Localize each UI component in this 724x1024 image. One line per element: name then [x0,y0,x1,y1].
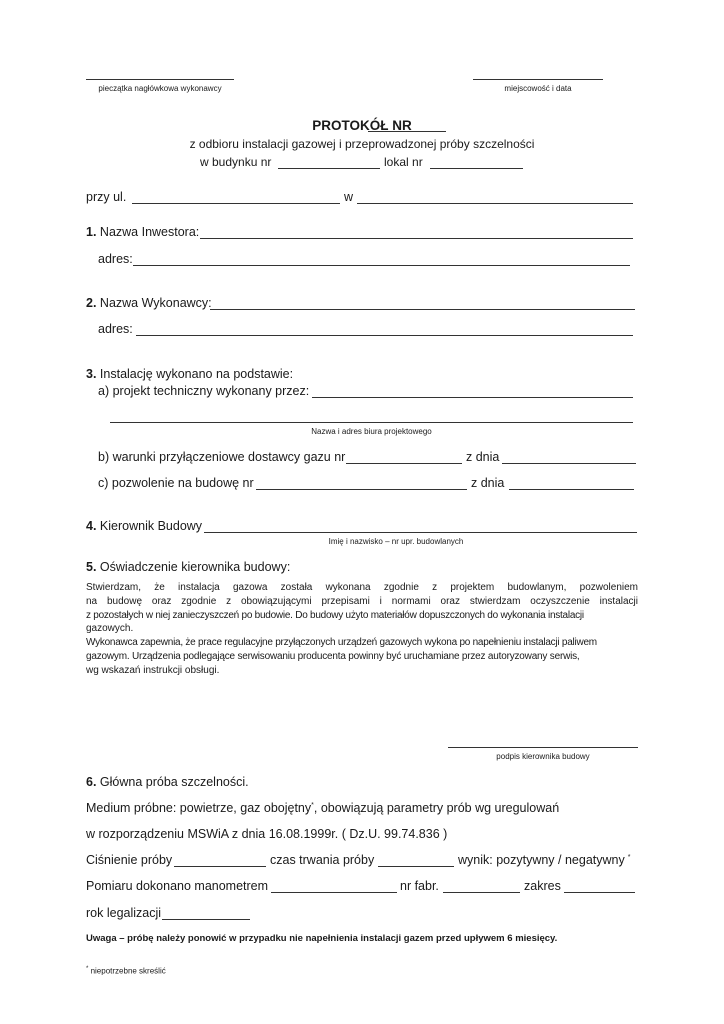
building-number-field[interactable] [278,168,380,169]
test-duration-label: czas trwania próby [270,853,375,867]
statement-line: na budowę oraz zgodnie z obowiązującymi przepisami i normami oraz stwierdzam oczyszczenie instalacji [86,595,638,607]
test-pressure-field[interactable] [174,866,266,867]
serial-number-label: nr fabr. [400,879,439,893]
test-pressure-label: Ciśnienie próby [86,853,173,867]
test-parameters-label: , obowiązują parametry prób wg uregulowań [313,801,560,815]
title-line1: z odbioru instalacji gazowej i przeprowadzonej próby szczelności [189,137,535,151]
legalization-field[interactable] [162,919,250,920]
test-result-label: wynik: pozytywny / negatywny [458,853,625,867]
serial-number-field[interactable] [443,892,520,893]
statement-line: Wykonawca zapewnia, że prace regulacyjne przyłączonych urządzeń gazowych wykona po napełnieniu instalacji paliwem [86,637,597,649]
manager-statement-label: Oświadczenie kierownika budowy: [99,560,291,574]
footnote-marker: * [86,966,89,972]
section2-heading [86,296,212,310]
statement-line: wg wskazań instrukcji obsługi. [86,664,220,676]
section3-number: 3. [86,367,97,381]
test-medium-label: Medium próbne: powietrze, gaz obojętny [86,801,312,815]
section5-number: 5. [86,560,97,574]
project-label: a) projekt techniczny wykonany przez: [98,384,310,398]
stamp-caption: pieczątka nagłówkowa wykonawcy [98,84,222,93]
legalization-label: rok legalizacji [86,906,162,920]
city-label: w [344,190,354,204]
warning-text: Uwaga – próbę należy ponowić w przypadku nie napełnienia instalacji gazem przed upływem 6 miesięcy. [86,933,558,944]
section4-number: 4. [86,519,97,533]
footnote-text: niepotrzebne skreślić [90,966,166,976]
connection-date-field[interactable] [502,463,636,464]
test-duration-field[interactable] [378,866,454,867]
investor-address-label: adres: [98,252,133,266]
footnote-marker: * [311,801,314,809]
stamp-line [86,79,234,80]
connection-date-label: z dnia [466,450,500,464]
contractor-label: Nazwa Wykonawcy: [99,296,212,310]
section1-number: 1. [86,225,97,239]
section6-number: 6. [86,775,97,789]
manager-signature-field[interactable] [448,747,638,748]
apartment-label: lokal nr [384,155,423,169]
project-office-field[interactable] [110,422,633,423]
section6-heading [86,775,249,789]
regulation-text: w rozporządzeniu MSWiA z dnia 16.08.1999r. ( Dz.U. 99.74.836 ) [86,827,448,841]
page-title: PROTOKÓŁ NR [312,118,412,133]
investor-name-field[interactable] [200,238,633,239]
place-date-caption: miejscowość i data [504,84,572,93]
connection-conditions-label: b) warunki przyłączeniowe dostawcy gazu nr [98,450,346,464]
site-manager-field[interactable] [204,532,637,533]
investor-label: Nazwa Inwestora: [99,225,200,239]
title-row [0,117,724,135]
site-manager-caption: Imię i nazwisko – nr upr. budowlanych [328,537,464,546]
statement-line: gazowym. Urządzenia podlegające serwisowaniu producenta powinny być uruchamiane przez autoryzowany serwis, [86,650,580,662]
street-label: przy ul. [86,190,127,204]
footnote [86,966,166,976]
statement-line: z pozostałych w niej zanieczyszczeń po budowie. Do budowy użyto materiałów dopuszczonych do wykonania instalacji [86,609,584,621]
manometer-field[interactable] [271,892,397,893]
section2-number: 2. [86,296,97,310]
range-field[interactable] [564,892,635,893]
manager-signature-caption: podpis kierownika budowy [496,752,590,761]
permit-date-field[interactable] [509,489,634,490]
range-label: zakres [524,879,561,893]
section5-heading [86,560,290,574]
protocol-number-field[interactable] [368,131,446,132]
project-field[interactable] [312,397,633,398]
investor-address-field[interactable] [133,265,630,266]
statement-line: gazowych. [86,623,134,635]
test-result-text [458,853,630,867]
site-manager-label: Kierownik Budowy [99,519,203,533]
permit-date-label: z dnia [471,476,505,490]
contractor-address-field[interactable] [136,335,633,336]
manometer-label: Pomiaru dokonano manometrem [86,879,269,893]
footnote-marker: * [627,853,631,861]
section4-heading [86,519,202,533]
apartment-number-field[interactable] [430,168,523,169]
place-date-line [473,79,603,80]
building-label: w budynku nr [200,155,272,169]
building-permit-label: c) pozwolenie na budowę nr [98,476,254,490]
city-field[interactable] [357,203,633,204]
statement-line: Stwierdzam, że instalacja gazowa została wykonana zgodnie z projektem budowlanym, pozwoleniem [86,582,638,593]
tightness-test-label: Główna próba szczelności. [99,775,249,789]
test-medium-text [86,801,559,815]
section3-heading [86,367,293,381]
contractor-address-label: adres: [98,322,133,336]
building-permit-number-field[interactable] [256,489,467,490]
connection-conditions-number-field[interactable] [346,463,462,464]
project-office-caption: Nazwa i adres biura projektowego [311,427,432,436]
street-field[interactable] [132,203,340,204]
statement-paragraph [86,581,638,678]
section1-heading [86,225,199,239]
contractor-name-field[interactable] [210,309,635,310]
basis-label: Instalację wykonano na podstawie: [99,367,294,381]
